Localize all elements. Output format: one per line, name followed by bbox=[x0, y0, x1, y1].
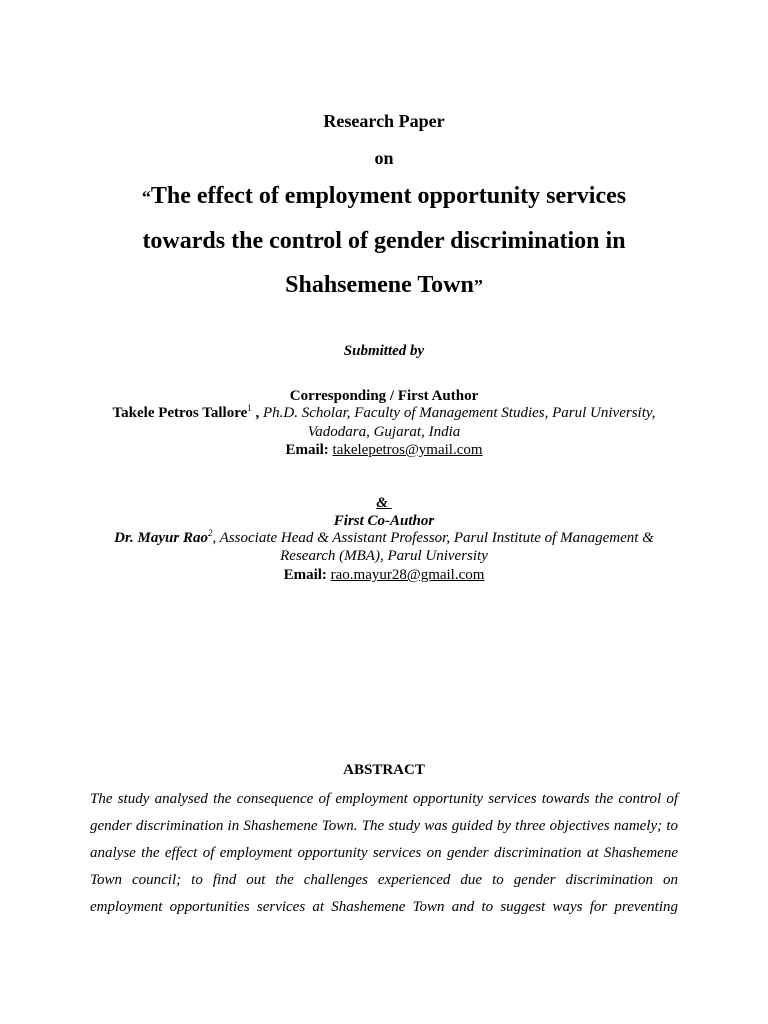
author2-email-label: Email: bbox=[283, 567, 331, 583]
author2-affiliation-line-2: Research (MBA), Parul University bbox=[280, 548, 488, 564]
ampersand-separator bbox=[0, 495, 768, 512]
paper-title-line-2: towards the control of gender discrimination in bbox=[142, 228, 626, 254]
author1-email-line bbox=[0, 442, 768, 459]
author2-affiliation: , Associate Head & Assistant Professor, Parul Institute of Management & bbox=[212, 530, 654, 546]
author2-email-link[interactable]: rao.mayur28@gmail.com bbox=[330, 567, 485, 583]
author2-name: Dr. Mayur Rao bbox=[114, 530, 208, 546]
abstract-line: The study analysed the consequence of employment opportunity services towards the control of bbox=[90, 791, 678, 807]
title-close-quote: ” bbox=[473, 276, 483, 296]
research-paper-heading: Research Paper bbox=[323, 111, 445, 131]
abstract-line: analyse the effect of employment opportunity services on gender discrimination at Shashemene bbox=[90, 845, 678, 861]
author1-affiliation-line-2: Vadodara, Gujarat, India bbox=[307, 424, 461, 440]
author1-role: Corresponding / First Author bbox=[289, 388, 479, 404]
author2-superscript: 2 bbox=[207, 528, 213, 538]
author2-name-line bbox=[0, 530, 768, 547]
author1-name: Takele Petros Tallore bbox=[112, 405, 248, 421]
ampersand-text: & bbox=[376, 495, 388, 511]
abstract-line: Town council; to find out the challenges experienced due to gender discrimination on bbox=[90, 872, 678, 888]
author1-comma: , bbox=[251, 405, 260, 421]
abstract-heading: ABSTRACT bbox=[343, 762, 425, 778]
on-heading: on bbox=[374, 148, 394, 168]
abstract-line: employment opportunities services at Shashemene Town and to suggest ways for preventing bbox=[90, 899, 678, 915]
abstract-body bbox=[90, 786, 678, 921]
abstract-line: gender discrimination in Shashemene Town. The study was guided by three objectives namely; to bbox=[90, 818, 678, 834]
author1-email-link[interactable]: takelepetros@ymail.com bbox=[332, 442, 483, 458]
author1-email-label: Email: bbox=[285, 442, 333, 458]
title-open-quote: “ bbox=[141, 187, 151, 207]
submitted-by: Submitted by bbox=[343, 343, 425, 359]
title-line-3-text: Shahsemene Town bbox=[285, 272, 474, 298]
author1-superscript: 1 bbox=[247, 403, 252, 413]
title-line-1-text: The effect of employment opportunity services bbox=[150, 183, 627, 209]
author2-email-line bbox=[0, 567, 768, 584]
paper-title-line-1 bbox=[0, 183, 768, 210]
author1-name-line bbox=[0, 405, 768, 422]
paper-title-line-3 bbox=[0, 272, 768, 299]
author2-role: First Co-Author bbox=[333, 513, 435, 529]
author1-affiliation: Ph.D. Scholar, Faculty of Management Studies, Parul University, bbox=[259, 405, 656, 421]
